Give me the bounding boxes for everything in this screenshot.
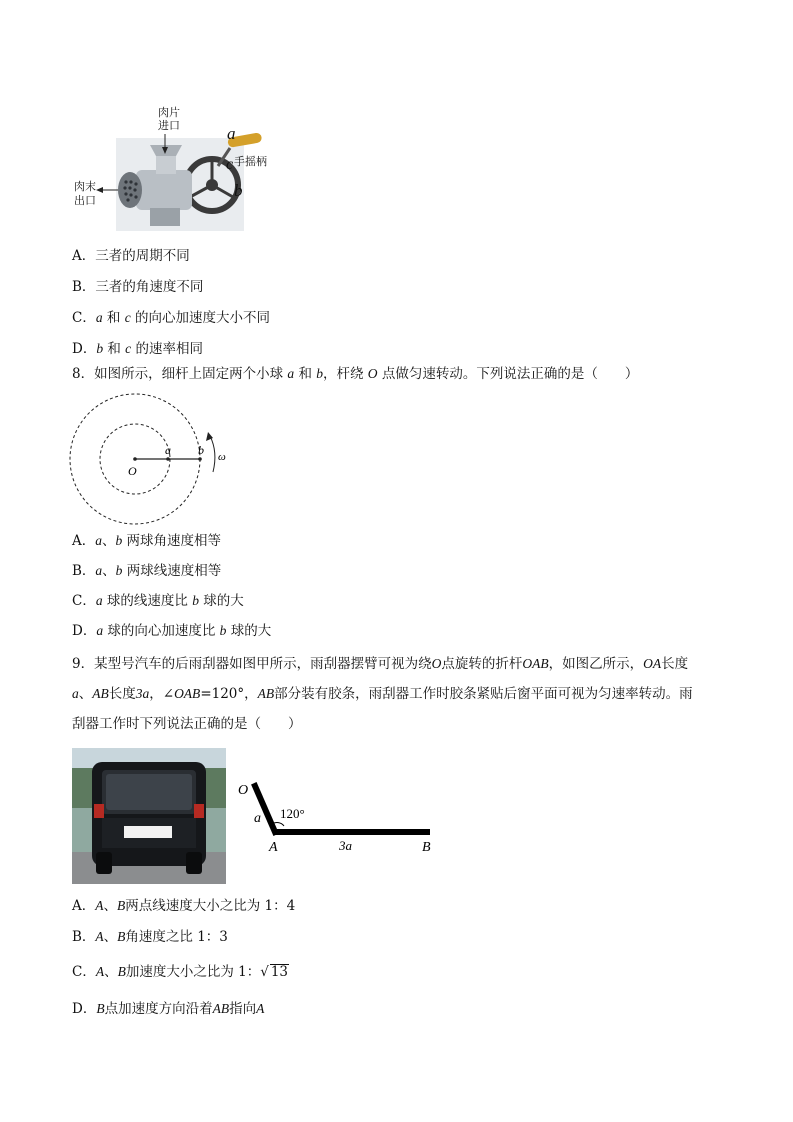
q7-option-c[interactable]	[72, 308, 270, 328]
option-var: AB	[212, 1001, 230, 1016]
option-text: 球的向心加速度比	[103, 623, 220, 639]
option-var: B	[117, 964, 126, 979]
q7-label-b: b	[234, 181, 243, 200]
q8-option-b[interactable]	[72, 561, 221, 581]
option-text: 三者的角速度不同	[95, 279, 204, 295]
q9-fig-label-o: O	[238, 783, 249, 798]
q9-fig-label-a-length: a	[254, 811, 261, 826]
option-prefix: C．	[72, 310, 96, 326]
q9-option-c[interactable]	[72, 962, 289, 982]
question-text: ，如图乙所示，	[548, 656, 644, 672]
q7-label-inlet-2: 进口	[158, 119, 180, 132]
option-text: 、	[103, 898, 117, 914]
option-text: 加速度大小之比为 1：	[125, 964, 261, 980]
q9-question	[72, 649, 732, 739]
car-rear-illustration	[72, 748, 226, 884]
option-text: 球的大	[226, 623, 272, 639]
option-var: a	[95, 533, 102, 548]
question-text: 如图所示，细杆上固定两个小球	[94, 366, 284, 382]
sqrt-value: 13	[270, 964, 289, 980]
sqrt-symbol: √	[260, 964, 269, 980]
option-var: A	[95, 964, 105, 979]
option-var: B	[117, 898, 126, 913]
option-text: 两球线速度相等	[122, 563, 222, 579]
q9-fig-label-a: A	[269, 840, 278, 855]
option-prefix: D．	[72, 623, 97, 639]
option-var: B	[117, 929, 126, 944]
q9-option-b[interactable]	[72, 927, 228, 947]
q8-fig-label-omega: ω	[218, 451, 226, 463]
q7-label-inlet-1: 肉片	[158, 106, 180, 119]
q7-label-c: c	[226, 156, 234, 173]
option-text: 、	[102, 533, 116, 549]
question-number: 9．	[72, 656, 95, 672]
question-text: 点旋转的折杆	[441, 656, 523, 672]
option-text: 、	[103, 929, 118, 945]
option-text: 球的大	[198, 593, 244, 609]
q7-option-b[interactable]	[72, 277, 203, 297]
option-var: a	[95, 563, 103, 578]
option-text: 和	[106, 310, 121, 326]
question-var: a	[287, 366, 295, 381]
option-text: 球的线速度比	[102, 593, 193, 609]
question-var: b	[316, 366, 323, 381]
option-text: 两点线速度大小之比为 1：4	[125, 898, 296, 914]
option-var: c	[124, 310, 131, 325]
q9-option-d[interactable]	[72, 999, 264, 1019]
option-text: 的向心加速度大小不同	[134, 310, 270, 326]
question-var: AB	[92, 686, 109, 701]
question-var: OA	[643, 656, 662, 671]
q9-fig-label-angle: 120°	[280, 806, 305, 821]
option-var: b	[192, 593, 199, 608]
q8-figure	[68, 390, 238, 528]
concentric-circles-diagram	[68, 390, 238, 528]
folded-rod-oab-diagram	[232, 772, 442, 858]
q9-fig-label-3a: 3a	[339, 838, 352, 853]
option-var: b	[115, 533, 123, 548]
q7-label-outlet-2: 出口	[74, 194, 96, 207]
question-text: 、	[78, 686, 93, 702]
q8-fig-label-a: a	[165, 443, 171, 457]
option-prefix: A．	[72, 248, 96, 264]
option-text: 的速率相同	[135, 341, 203, 357]
q8-fig-label-o: O	[128, 464, 137, 478]
option-var: a	[96, 623, 104, 638]
option-var: B	[96, 1001, 105, 1016]
question-text: 长度	[661, 656, 689, 672]
option-text: 角速度之比 1：3	[125, 929, 228, 945]
question-text: =120°，	[200, 686, 258, 702]
q9-wiper-diagram	[232, 772, 442, 858]
option-prefix: D．	[72, 1001, 97, 1017]
q8-question	[72, 364, 638, 384]
q7-label-outlet-1: 肉末	[74, 180, 96, 193]
option-var: b	[115, 563, 123, 578]
option-prefix: B．	[72, 563, 96, 579]
option-prefix: B．	[72, 929, 96, 945]
q7-option-d[interactable]	[72, 339, 203, 359]
q7-label-a: a	[227, 124, 236, 143]
option-var: b	[96, 341, 104, 356]
option-text: 和	[107, 341, 121, 357]
option-prefix: D．	[72, 341, 97, 357]
question-var: AB	[257, 686, 275, 701]
option-var: A	[95, 898, 104, 913]
question-text: ，杆绕	[322, 366, 364, 382]
question-var: O	[367, 366, 378, 381]
question-text: 和	[298, 366, 312, 382]
q8-option-c[interactable]	[72, 591, 244, 611]
option-text: 两球角速度相等	[122, 533, 222, 549]
q9-car-photo	[72, 748, 226, 884]
question-number: 8．	[72, 366, 95, 382]
question-text: 长度	[108, 686, 136, 702]
q7-label-handle: 手摇柄	[234, 155, 267, 168]
option-prefix: A．	[72, 898, 96, 914]
option-prefix: C．	[72, 593, 96, 609]
option-prefix: C．	[72, 964, 96, 980]
option-text: 三者的周期不同	[95, 248, 190, 264]
q9-option-a[interactable]	[72, 896, 295, 916]
option-text: 、	[102, 563, 116, 579]
question-var: OAB	[174, 686, 201, 701]
q8-fig-label-b: b	[198, 443, 204, 457]
option-var: b	[219, 623, 227, 638]
q8-option-a[interactable]	[72, 531, 221, 551]
question-var: a	[72, 686, 79, 701]
q9-fig-label-b: B	[422, 840, 431, 855]
question-text: 某型号汽车的后雨刮器如图甲所示，雨刮器摆臂可视为绕	[94, 656, 432, 672]
option-prefix: B．	[72, 279, 96, 295]
question-var: OAB	[522, 656, 549, 671]
question-text: ，∠	[149, 686, 175, 702]
option-text: 指向	[229, 1001, 257, 1017]
option-var: A	[95, 929, 104, 944]
question-var: 3a	[135, 686, 150, 701]
question-var: O	[431, 656, 442, 671]
question-text: 点做匀速转动。下列说法正确的是（ ）	[381, 366, 639, 382]
option-var: A	[256, 1001, 265, 1016]
option-var: a	[95, 593, 103, 608]
q8-option-d[interactable]	[72, 621, 271, 641]
option-prefix: A．	[72, 533, 96, 549]
question-text: 刮器工作时下列说法正确的是（ ）	[72, 716, 302, 732]
option-var: a	[95, 310, 103, 325]
q7-option-a[interactable]	[72, 246, 190, 266]
option-text: 、	[104, 964, 118, 980]
option-text: 点加速度方向沿着	[104, 1001, 213, 1017]
option-var: c	[125, 341, 132, 356]
question-text: 部分装有胶条，雨刮器工作时胶条紧贴后窗平面可视为匀速率转动。雨	[274, 686, 693, 702]
